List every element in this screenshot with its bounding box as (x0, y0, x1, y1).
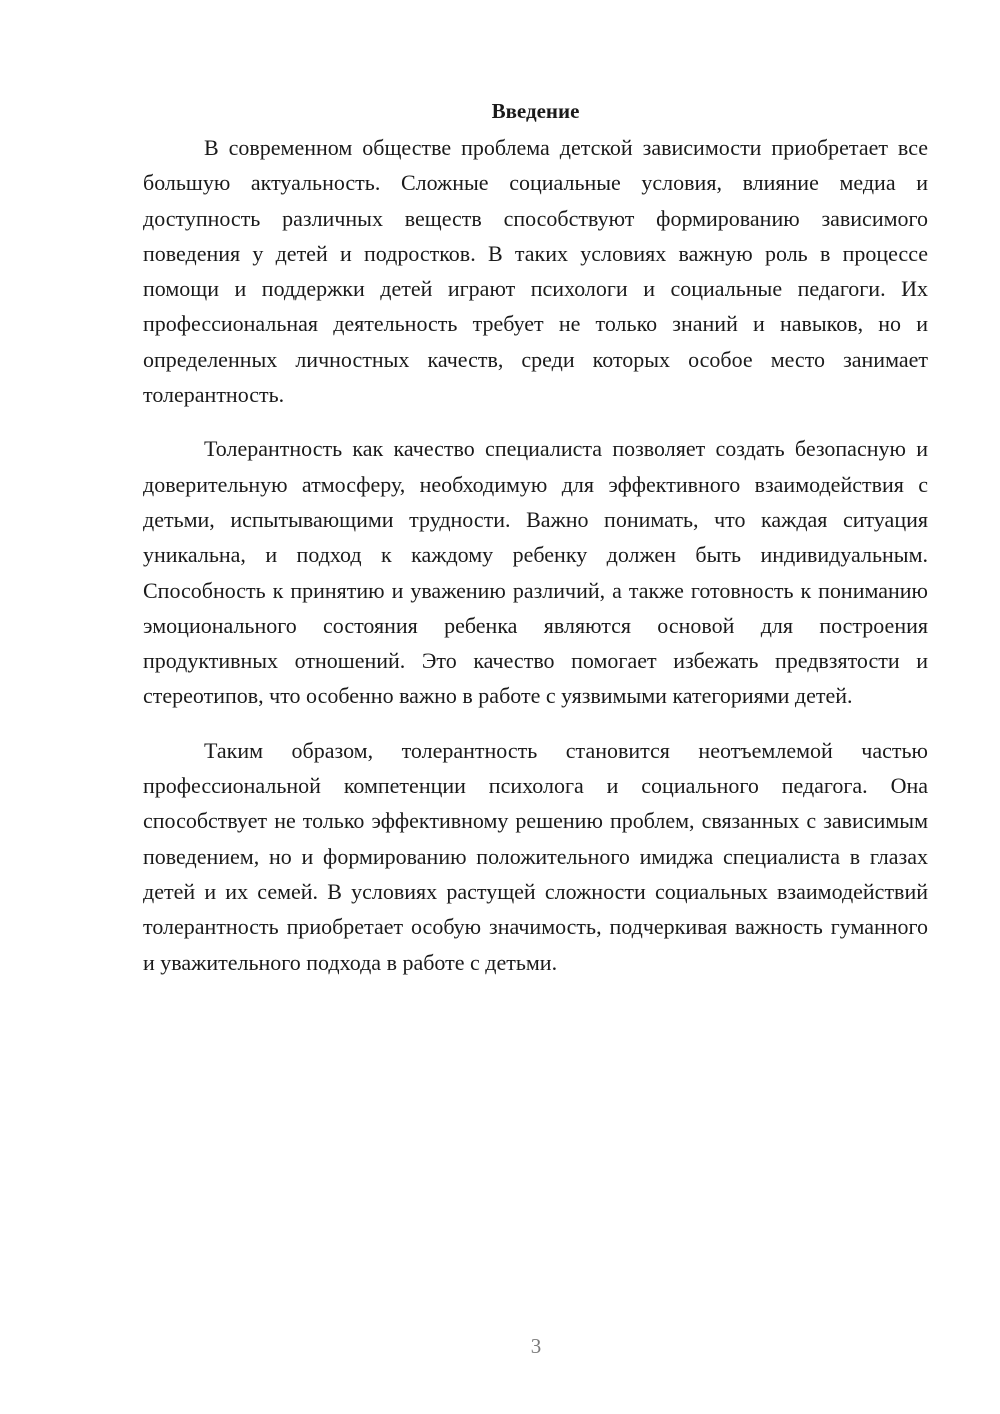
section-heading: Введение (491, 99, 580, 123)
paragraph: Таким образом, толерантность становится неотъемлемой частью профессиональной компетенции психолога и социального педагога. Она способствует не только эффективному решению проблем, связанных с зависимым поведением, но и формированию положительного имиджа специалиста в глазах детей и их семей. В условиях растущей сложности социальных взаимодействий толерантность приобретает особую значимость, подчеркивая важность гуманного и уважительного подхода в работе с детьми. (143, 737, 928, 975)
paragraph: В современном обществе проблема детской зависимости приобретает все большую актуальность. Сложные социальные условия, влияние медиа и доступность различных веществ способствуют формированию зависимого поведения у детей и подростков. В таких условиях важную роль в процессе помощи и поддержки детей играют психологи и социальные педагоги. Их профессиональная деятельность требует не только знаний и навыков, но и определенных личностных качеств, среди которых особое место занимает толерантность. (143, 135, 928, 408)
page-content (143, 96, 928, 980)
paragraph: Толерантность как качество специалиста позволяет создать безопасную и доверительную атмосферу, необходимую для эффективного взаимодействия с детьми, испытывающими трудности. Важно понимать, что каждая ситуация уникальна, и подход к каждому ребенку должен быть индивидуальным. Способность к принятию и уважению различий, а также готовность к пониманию эмоционального состояния ребенка являются основой для построения продуктивных отношений. Это качество помогает избежать предвзятости и стереотипов, что особенно важно в работе с уязвимыми категориями детей. (143, 436, 928, 709)
page-number: 3 (530, 1334, 542, 1358)
